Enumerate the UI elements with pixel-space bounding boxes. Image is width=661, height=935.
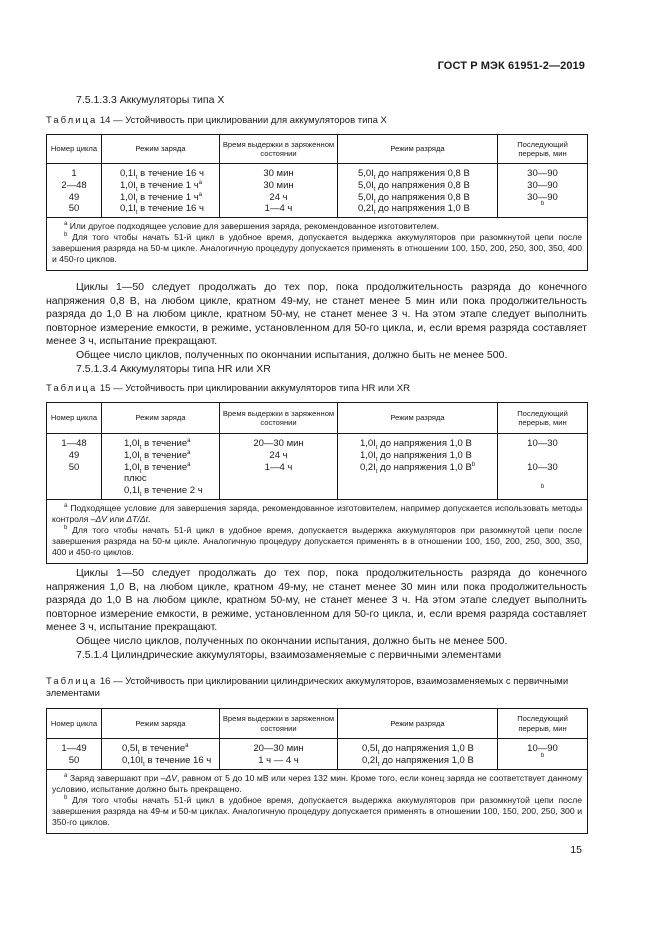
table16-cycle-cell bbox=[47, 739, 102, 770]
table16 bbox=[46, 708, 588, 834]
table14-discharge-cell bbox=[338, 164, 498, 218]
table14-header-discharge: Режим разряда bbox=[338, 135, 498, 164]
note-text: , равном от 5 до 10 мВ или через 132 мин. Кроме того, если конец заряда не соответствует данному условию, испытание должно быть прекращено. bbox=[52, 773, 582, 794]
delta-v-symbol: –ΔV bbox=[90, 514, 108, 524]
note-text: Для того чтобы начать 51-й цикл в удобное время, допускается выдержка аккумуляторов при разомкнутой цепи после завершения разряда на 50-м цикле. Аналогичную процедуру допускается применять в отношении 100, 150, 200, 250, 300, 350, 400 и 450-го циклов. bbox=[52, 232, 582, 265]
table15-header-discharge: Режим разряда bbox=[338, 403, 498, 434]
note-text: или bbox=[107, 514, 127, 524]
table14-pause-note bbox=[500, 203, 585, 211]
table16-rest: 20—30 мин bbox=[253, 743, 304, 754]
table16-header-discharge: Режим разряда bbox=[338, 709, 498, 739]
table14-rest-cell bbox=[220, 164, 338, 218]
discharge-subscript: t bbox=[373, 198, 376, 205]
charge-subscript: t bbox=[137, 749, 140, 756]
charge-duration: в течение 16 ч bbox=[144, 754, 212, 766]
total-cycles-paragraph-2: Общее число циклов, полученных по окончании испытания, должно быть не менее 500. bbox=[76, 634, 508, 647]
table16-notes-row bbox=[47, 770, 588, 834]
charge-subscript: t bbox=[139, 492, 142, 499]
discharge-voltage: до напряжения 1,0 В bbox=[379, 754, 474, 766]
table14-charge-cell bbox=[102, 164, 220, 218]
table14-charge bbox=[120, 192, 217, 204]
section-heading-7-5-1-3-3: 7.5.1.3.3 Аккумуляторы типа X bbox=[76, 94, 225, 106]
table14-pause: 30—90 bbox=[527, 179, 558, 191]
charge-subscript: t bbox=[139, 468, 142, 475]
footnote-mark: a bbox=[187, 437, 191, 444]
table14-header-charge: Режим заряда bbox=[102, 135, 220, 164]
table15-note-b bbox=[52, 525, 582, 558]
note-text: Для того чтобы начать 51-й цикл в удобное время, допускается выдержка аккумуляторов при разомкнутой цепи после завершения разряда на 50-м цикле. Аналогичную процедуру допускается применять в в отношении 100, 150, 200, 250, 300, 350, 400 и 450-го циклов. bbox=[52, 525, 582, 557]
page-number: 15 bbox=[570, 844, 582, 856]
table14-rest: 1—4 ч bbox=[264, 203, 293, 215]
table14-cycle: 49 bbox=[68, 191, 80, 203]
discharge-subscript: t bbox=[373, 186, 376, 193]
table14-note-a bbox=[52, 221, 582, 232]
discharge-voltage: до напряжения 0,8 В bbox=[375, 168, 470, 179]
table14-header-pause: Последующий перерыв, мин bbox=[498, 135, 588, 164]
charge-subscript: t bbox=[135, 174, 138, 181]
table15-discharge bbox=[360, 450, 495, 462]
table15-cycle: 49 bbox=[68, 449, 80, 461]
table16-discharge-cell bbox=[338, 739, 498, 770]
charge-value: 1,0I bbox=[124, 461, 140, 473]
table14-rest: 30 мин bbox=[263, 179, 294, 191]
charge-subscript: t bbox=[139, 444, 142, 451]
table14-charge bbox=[120, 203, 217, 215]
table16-pause: 10—90 bbox=[527, 743, 558, 754]
charge-subscript: t bbox=[143, 761, 145, 768]
charge-duration: в течение 1 ч bbox=[137, 179, 199, 191]
charge-subscript: t bbox=[135, 186, 138, 193]
table15-header-charge: Режим заряда bbox=[102, 403, 220, 434]
table15-rest: 24 ч bbox=[269, 449, 288, 461]
delta-v-symbol: –ΔV bbox=[160, 773, 178, 783]
footnote-mark: a bbox=[198, 191, 202, 198]
table15-header-rest: Время выдержки в заряженном состоянии bbox=[220, 403, 338, 434]
table15-charge-plus: плюс bbox=[124, 473, 147, 485]
table15-rest: 1—4 ч bbox=[264, 461, 293, 473]
standard-header: ГОСТ Р МЭК 61951-2—2019 bbox=[437, 60, 585, 72]
table14-discharge bbox=[358, 192, 495, 204]
table15-charge bbox=[124, 438, 217, 450]
footnote-mark: a bbox=[64, 773, 68, 780]
table15-discharge-cell bbox=[338, 434, 498, 500]
table15-notes-row bbox=[47, 500, 588, 564]
footnote-mark: b bbox=[64, 525, 68, 532]
discharge-value: 5,0I bbox=[358, 191, 374, 203]
table15-header-row bbox=[47, 403, 588, 434]
charge-value: 1,0I bbox=[120, 191, 136, 203]
section-heading-7-5-1-3-4: 7.5.1.3.4 Аккумуляторы типа HR или XR bbox=[76, 362, 271, 375]
table16-caption bbox=[46, 676, 587, 700]
table15-discharge bbox=[360, 438, 495, 450]
table14-header-rest: Время выдержки в заряженном состоянии bbox=[220, 135, 338, 164]
table15 bbox=[46, 402, 588, 564]
footnote-mark: a bbox=[185, 742, 189, 749]
table16-notes bbox=[47, 770, 588, 834]
table14-discharge bbox=[358, 180, 495, 192]
discharge-value: 5,0I bbox=[358, 179, 374, 191]
discharge-voltage: до напряжения 1,0 В bbox=[375, 203, 470, 215]
discharge-value: 0,5I bbox=[362, 743, 378, 754]
table14-pause-cell bbox=[498, 164, 588, 218]
table14-discharge bbox=[358, 203, 495, 215]
note-text: Подходящее условие для завершения заряда, рекомендованное изготовителем, например допускается использовать методы контроля bbox=[52, 503, 583, 524]
table15-caption-text: 15 — Устойчивость при циклировании аккумуляторов типа HR или XR bbox=[99, 383, 410, 394]
discharge-value: 0,2I bbox=[360, 461, 376, 473]
footnote-mark: a bbox=[187, 449, 191, 456]
table15-charge bbox=[124, 450, 217, 462]
delta-t-symbol: ΔT/Δt bbox=[126, 514, 148, 524]
table15-notes bbox=[47, 500, 588, 564]
table15-pause: 10—30 bbox=[527, 461, 558, 473]
charge-value: 1,0I bbox=[120, 179, 136, 191]
table14-caption bbox=[46, 115, 587, 127]
table14-cycle-cell bbox=[47, 164, 102, 218]
table16-cycle: 50 bbox=[68, 754, 80, 766]
table16-header-pause: Последующий перерыв, мин bbox=[498, 709, 588, 739]
table14-discharge bbox=[358, 168, 495, 180]
note-text: Или другое подходящее условие для завершения заряда, рекомендованное изготовителем. bbox=[69, 221, 440, 232]
cycle-paragraph-1: Циклы 1—50 следует продолжать до тех пор, пока продолжительность разряда до конечного напряжения 0,8 В, на любом цикле, кратном 49-му, не станет менее 5 мин или пока продолжительность разряда до 1,0 В на любом цикле, кратном 50-му, не станет менее 3 ч. На этом этапе следует выполнить повторное измерение емкости, в режиме, установленном для 50-го цикла, и, если время разряда составляет менее 3 ч, испытание прекращают. bbox=[46, 281, 587, 348]
footnote-mark: b bbox=[540, 483, 545, 490]
note-text: Заряд завершают при bbox=[69, 773, 161, 783]
charge-subscript: t bbox=[135, 198, 138, 205]
table16-discharge bbox=[362, 755, 495, 767]
discharge-subscript: t bbox=[377, 761, 380, 768]
table15-pause-note bbox=[500, 483, 585, 494]
table16-header-rest: Время выдержки в заряженном состоянии bbox=[220, 709, 338, 739]
charge-value: 1,0I bbox=[124, 438, 140, 449]
table16-caption-text: 16 — Устойчивость при циклировании цилиндрических аккумуляторов, взаимозаменяемых с первичными элементами bbox=[46, 676, 569, 699]
footnote-mark: b bbox=[64, 232, 68, 239]
table15-label: Таблица bbox=[46, 383, 98, 394]
table15-caption bbox=[46, 383, 587, 395]
charge-subscript: t bbox=[139, 456, 142, 463]
table16-discharge bbox=[362, 743, 495, 755]
discharge-value: 0,2I bbox=[362, 754, 378, 766]
charge-duration: в течение bbox=[141, 461, 188, 473]
table15-cycle-cell bbox=[47, 434, 102, 500]
charge-subscript: t bbox=[135, 210, 138, 217]
table14-cycle: 2—48 bbox=[61, 179, 87, 191]
table16-note-a bbox=[52, 773, 582, 795]
table16-rest-cell bbox=[220, 739, 338, 770]
charge-duration: в течение bbox=[139, 743, 186, 754]
table15-cycle: 50 bbox=[68, 461, 80, 473]
table16-pause-cell bbox=[498, 739, 588, 770]
table15-pause: 10—30 bbox=[527, 438, 558, 449]
table16-header-charge: Режим заряда bbox=[102, 709, 220, 739]
footnote-mark: a bbox=[198, 179, 202, 186]
table14-notes bbox=[47, 218, 588, 271]
table16-note-b bbox=[52, 795, 582, 828]
table16-charge bbox=[122, 755, 217, 767]
table15-charge bbox=[124, 462, 217, 474]
table14-label: Таблица bbox=[46, 115, 98, 126]
table15-charge-extra bbox=[124, 485, 217, 497]
discharge-voltage: до напряжения 1,0 В bbox=[377, 438, 472, 449]
footnote-mark: a bbox=[64, 503, 68, 510]
charge-value: 0,5I bbox=[122, 743, 138, 754]
table15-cycle: 1—48 bbox=[61, 438, 87, 449]
discharge-voltage: до напряжения 1,0 В bbox=[377, 449, 472, 461]
discharge-voltage: до напряжения 1,0 В bbox=[377, 461, 472, 473]
table15-header-pause: Последующий перерыв, мин bbox=[498, 403, 588, 434]
charge-value: 1,0I bbox=[124, 449, 140, 461]
discharge-subscript: t bbox=[377, 749, 380, 756]
table16-label: Таблица bbox=[46, 676, 98, 687]
table14-rest: 24 ч bbox=[269, 191, 288, 203]
charge-value: 0,1I bbox=[124, 485, 140, 497]
table15-pause-cell bbox=[498, 434, 588, 500]
table16-header-cycle: Номер цикла bbox=[47, 709, 102, 739]
discharge-voltage: до напряжения 0,8 В bbox=[375, 191, 470, 203]
table15-body-row bbox=[47, 434, 588, 500]
table15-rest-cell bbox=[220, 434, 338, 500]
charge-duration: в течение 2 ч bbox=[141, 485, 203, 497]
table14-caption-text: 14 — Устойчивость при циклировании для аккумуляторов типа X bbox=[99, 115, 387, 126]
table16-body-row bbox=[47, 739, 588, 770]
table14-header-cycle: Номер цикла bbox=[47, 135, 102, 164]
table14-charge bbox=[120, 180, 217, 192]
discharge-subscript: t bbox=[373, 174, 376, 181]
table15-rest: 20—30 мин bbox=[253, 438, 304, 449]
table14-note-b bbox=[52, 232, 582, 265]
table14-rest: 30 мин bbox=[263, 168, 294, 179]
discharge-value: 1,0I bbox=[360, 438, 376, 449]
table14-pause: 30—90 bbox=[527, 168, 558, 179]
discharge-value: 0,2I bbox=[358, 203, 374, 215]
charge-duration: в течение 16 ч bbox=[137, 168, 204, 179]
table14 bbox=[46, 134, 588, 271]
discharge-voltage: до напряжения 0,8 В bbox=[375, 179, 470, 191]
footnote-mark: b bbox=[64, 795, 68, 802]
table16-cycle: 1—49 bbox=[61, 743, 87, 754]
table16-header-row bbox=[47, 709, 588, 739]
table14-charge bbox=[120, 168, 217, 180]
section-heading-7-5-1-4: 7.5.1.4 Цилиндрические аккумуляторы, взаимозаменяемые с первичными элементами bbox=[76, 648, 502, 661]
cycle-paragraph-2: Циклы 1—50 следует продолжать до тех пор, пока продолжительность разряда до конечного напряжения 1,0 В, на любом цикле, кратном 49-му, не станет менее 30 мин или пока продолжительность разряда до 1,0 В на любом цикле, кратном 50-му, не станет менее 3 ч. На этом этапе следует выполнить повторное измерение емкости, в режиме, установленном для 50-го цикла, и, если время разряда составляет менее 3 ч, испытание прекращают. bbox=[46, 567, 587, 634]
table14-header-row bbox=[47, 135, 588, 164]
table16-charge-cell bbox=[102, 739, 220, 770]
table15-discharge bbox=[360, 462, 495, 474]
paragraph-block-2 bbox=[46, 567, 587, 662]
paragraph-block-1 bbox=[46, 281, 587, 376]
note-text: . bbox=[147, 514, 151, 524]
footnote-mark: a bbox=[187, 461, 191, 468]
discharge-subscript: t bbox=[375, 444, 378, 451]
table16-pause-note bbox=[500, 752, 585, 763]
table15-charge-cell bbox=[102, 434, 220, 500]
table16-rest: 1 ч — 4 ч bbox=[258, 754, 299, 766]
charge-value: 0,1I bbox=[120, 168, 136, 179]
note-text: Для того чтобы начать 51-й цикл в удобное время, допускается выдержка аккумуляторов при разомкнутой цепи после завершения разряда на 49-м и 50-м циклах. Аналогичную процедуру допускается применять в отношении 100, 150, 200, 250, 300 и 350-го циклов. bbox=[52, 795, 582, 827]
table15-header-cycle: Номер цикла bbox=[47, 403, 102, 434]
discharge-subscript: t bbox=[375, 456, 378, 463]
charge-duration: в течение 16 ч bbox=[137, 203, 204, 215]
table14-body-row bbox=[47, 164, 588, 218]
discharge-value: 5,0I bbox=[358, 168, 374, 179]
table16-charge bbox=[122, 743, 217, 755]
charge-duration: в течение 1 ч bbox=[137, 191, 199, 203]
discharge-voltage: до напряжения 1,0 В bbox=[379, 743, 474, 754]
charge-duration: в течение bbox=[141, 449, 188, 461]
total-cycles-paragraph-1: Общее число циклов, полученных по окончании испытания, должно быть не менее 500. bbox=[76, 348, 508, 361]
footnote-mark: b bbox=[540, 201, 545, 208]
footnote-mark: b bbox=[540, 752, 545, 759]
table15-note-a bbox=[52, 503, 582, 525]
table14-pause: 30—90 bbox=[527, 191, 558, 203]
footnote-mark: b bbox=[471, 461, 476, 468]
charge-duration: в течение bbox=[141, 438, 188, 449]
discharge-subscript: t bbox=[375, 468, 378, 475]
discharge-value: 1,0I bbox=[360, 449, 376, 461]
table14-notes-row bbox=[47, 218, 588, 271]
discharge-subscript: t bbox=[373, 210, 376, 217]
charge-value: 0,10I bbox=[122, 754, 144, 766]
table14-cycle: 50 bbox=[68, 203, 80, 215]
charge-value: 0,1I bbox=[120, 203, 136, 215]
footnote-mark: a bbox=[64, 221, 68, 228]
table14-cycle: 1 bbox=[71, 168, 77, 179]
